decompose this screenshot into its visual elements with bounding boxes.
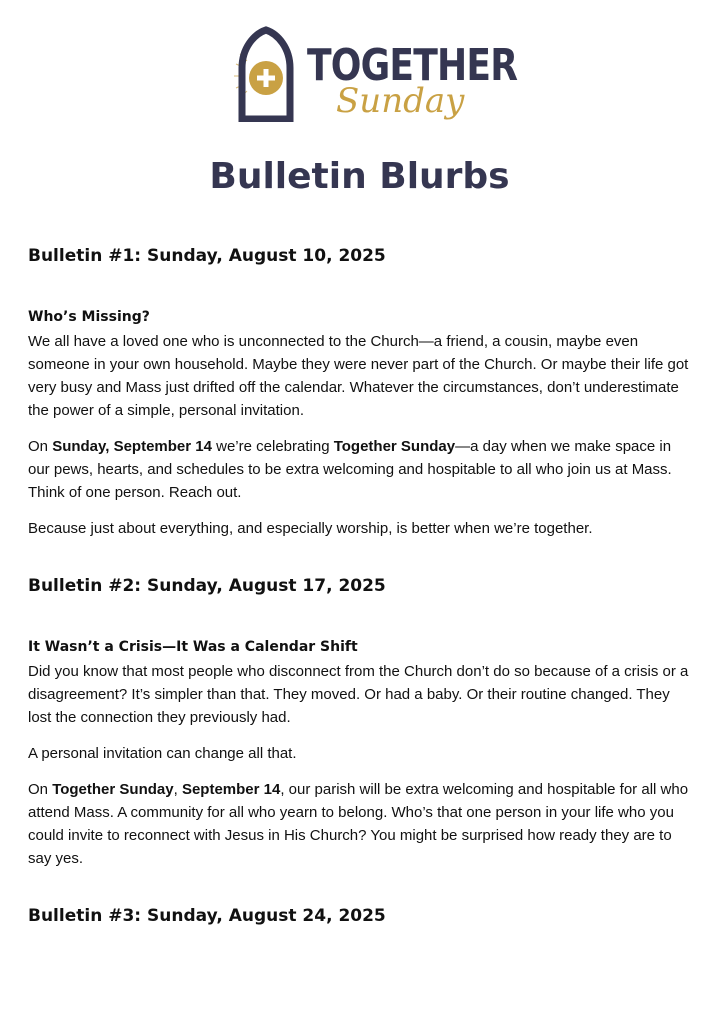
church-window-cross-icon — [232, 26, 302, 122]
blurb-paragraph: Because just about everything, and especially worship, is better when we’re together. — [28, 520, 593, 537]
bulletin-3-heading: Bulletin #3: Sunday, August 24, 2025 — [28, 906, 386, 926]
blurb-paragraph: We all have a loved one who is unconnected to the Church—a friend, a cousin, maybe even someone in your own household. Maybe they were never part of the Church. Or maybe their life got very busy and Mass just drifted off the calendar. Whatever the circumstances, don’t underestimate the power of a simple, personal invitation. — [28, 333, 689, 419]
blurb-paragraph: On Together Sunday, September 14, our parish will be extra welcoming and hospitable for all who attend Mass. A community for all who yearn to belong. Who’s that one person in your life who you could invite to reconnect with Jesus in His Church? You might be surprised how ready they are to say yes. — [28, 781, 689, 867]
bulletin-2-heading: Bulletin #2: Sunday, August 17, 2025 — [28, 576, 386, 596]
page-title: Bulletin Blurbs — [209, 156, 510, 197]
bulletin-1-heading: Bulletin #1: Sunday, August 10, 2025 — [28, 246, 386, 266]
blurb-paragraph: A personal invitation can change all that. — [28, 745, 297, 762]
blurb-paragraph: On Sunday, September 14 we’re celebrating Together Sunday—a day when we make space in our pews, hearts, and schedules to be extra welcoming and hospitable to all who join us at Mass. Think of one person. Reach out. — [28, 438, 672, 501]
blurb-title: Who’s Missing? — [28, 309, 150, 325]
blurb-title: It Wasn’t a Crisis—It Was a Calendar Shift — [28, 639, 358, 655]
blurb-paragraph: Did you know that most people who disconnect from the Church don’t do so because of a crisis or a disagreement? It’s simpler than that. They moved. Or had a baby. Or their routine changed. They lost the connection they previously had. — [28, 663, 689, 726]
bulletin-2-blurb — [28, 637, 696, 883]
together-sunday-logo — [232, 26, 518, 142]
logo-script: Sunday — [336, 81, 465, 121]
bulletin-1-blurb — [28, 307, 696, 553]
logo-wordmark: TOGETHER — [307, 40, 518, 91]
